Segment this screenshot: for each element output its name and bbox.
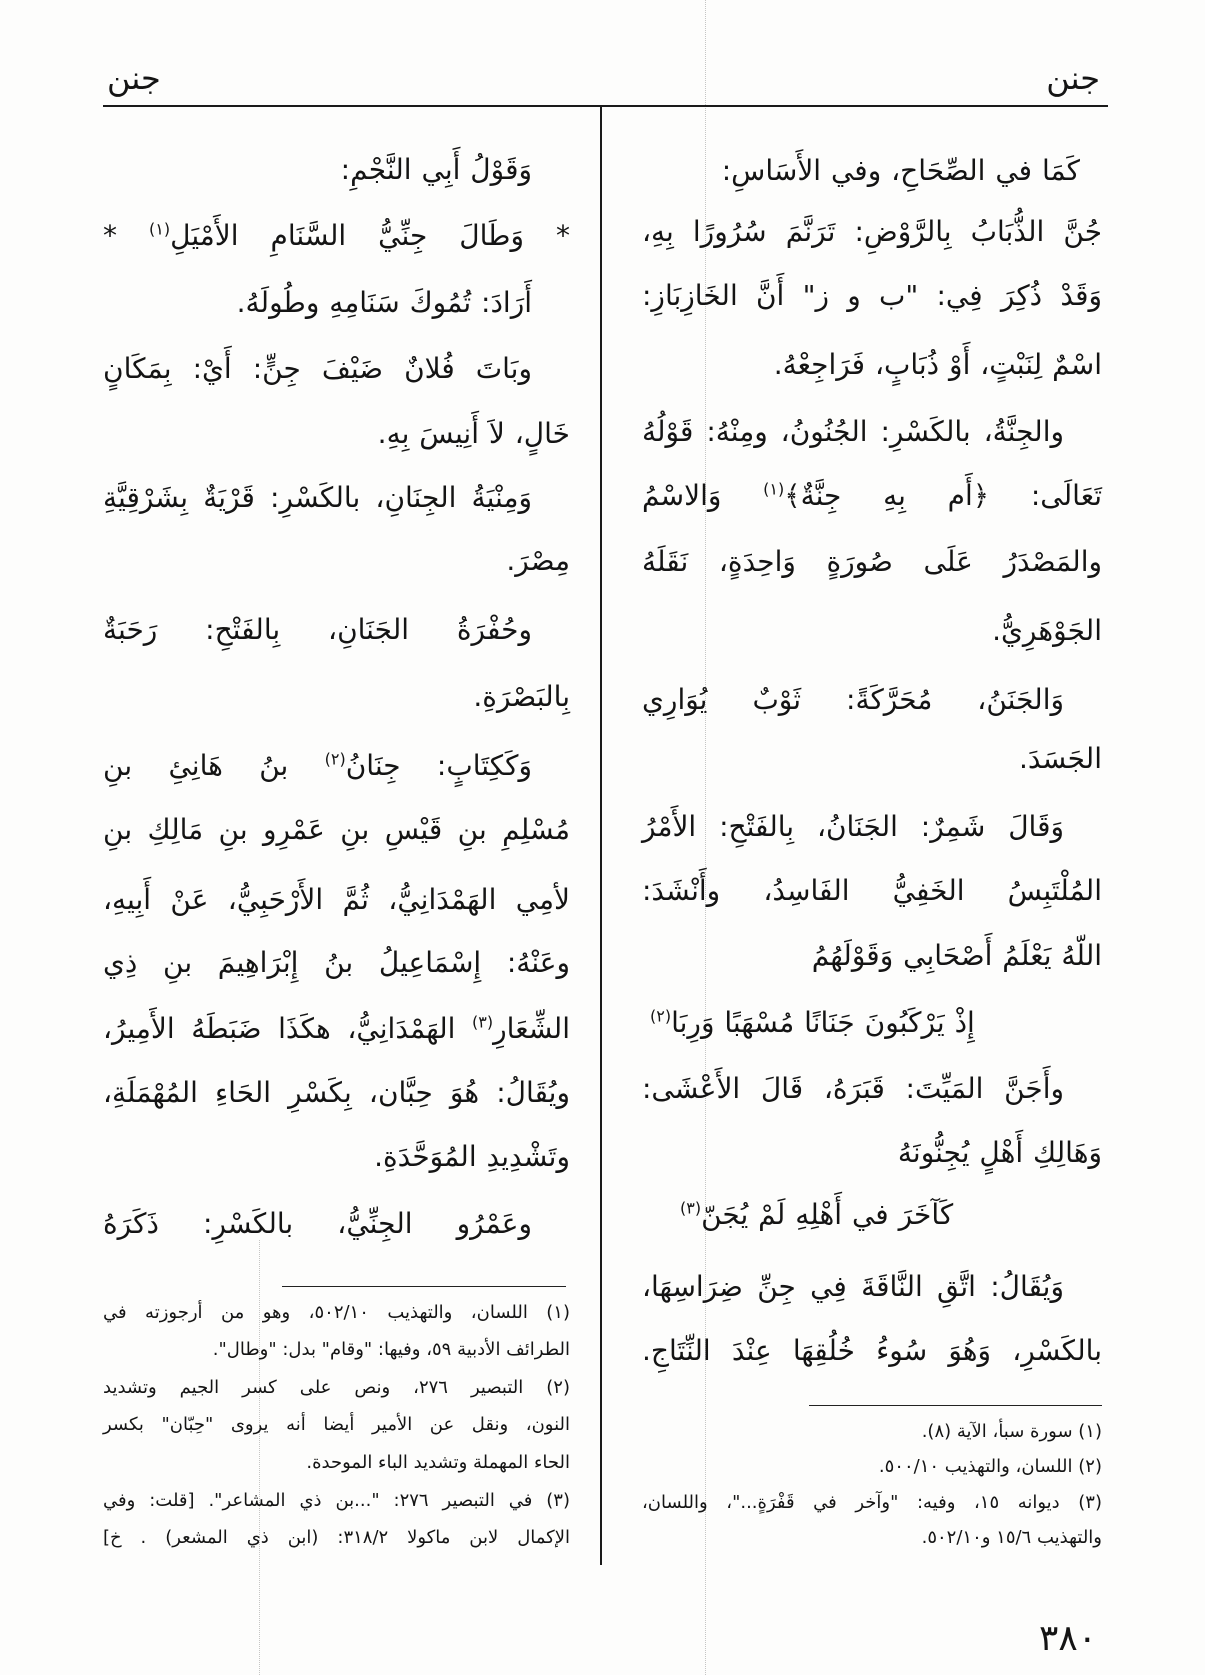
verse-line: [103, 206, 570, 266]
footnote-line: النون، ونقل عن الأمير أيضا أنه يروى "حِبّان" بكسر: [103, 1414, 570, 1435]
text-line: المُلْتَبِسُ الخَفِيُّ الفَاسِدُ، وأَنْشَدَ:: [642, 874, 1102, 907]
text-line: والمَصْدَرُ عَلَى صُورَةٍ وَاحِدَةٍ، نَقَلَهُ: [642, 545, 1102, 578]
text-line: وَالجَنَنُ، مُحَرَّكَةً: ثَوْبٌ يُوَارِي: [642, 683, 1064, 716]
text-line: [103, 736, 570, 796]
footnote-marker: (٣): [472, 1012, 494, 1032]
text-segment: الهَمْدَانِيُّ، هكَذَا ضَبَطَهُ الأَمِيرُ،: [103, 1012, 473, 1045]
text-line: والجِنَّةُ، بالكَسْرِ: الجُنُونُ، ومِنْهُ: قَوْلُهُ: [642, 415, 1064, 448]
text-line: وَمِنْيَةُ الجِنَانِ، بالكَسْرِ: قَرْيَةٌ بِشَرْقِيَّةِ: [103, 481, 532, 514]
text-line: وَيُقَالُ: اتَّقِ النَّاقَةَ فِي جِنِّ ضِرَاسِهَا،: [642, 1270, 1064, 1303]
text-line: وعَنْهُ: إِسْمَاعِيلُ بنُ إِبْرَاهِيمَ بنِ ذِي: [103, 946, 570, 979]
text-line: مِصْرَ.: [506, 544, 570, 577]
footnote-line: (٣) في التبصير ٢٧٦: "...بن ذي المشاعر". [قلت: وفي: [103, 1490, 570, 1511]
verse-line: [642, 993, 1102, 1053]
text-line: خَالٍ، لاَ أَنِيسَ بِهِ.: [377, 417, 570, 450]
text-segment: * وَطَالَ جِنِّيُّ السَّنَامِ الأَمْيَلِ: [170, 219, 570, 252]
footnote-marker: (٢): [324, 749, 346, 769]
text-segment: وَالاسْمُ: [642, 479, 764, 512]
running-head-left: جنن: [107, 59, 161, 97]
text-line: أَرَادَ: تُمُوكَ سَنَامِهِ وطُولَهُ.: [236, 286, 532, 319]
column-divider: [600, 107, 602, 1565]
footnote-marker: (٣): [680, 1198, 702, 1218]
text-segment: وَكَكِتَابٍ: جِنَانُ: [345, 749, 533, 782]
footnote-line: الطرائف الأدبية ٥٩، وفيها: "وقام" بدل: "وطال".: [212, 1339, 570, 1360]
text-line: وَقَدْ ذُكِرَ فِي: "ب و ز" أَنَّ الخَازِبَازِ:: [642, 279, 1102, 312]
text-segment: إِذْ يَرْكَبُونَ جَنَانًا مُسْهَبًا وَرِبَا: [671, 1006, 975, 1039]
footnote-line: (١) سورة سبأ، الآية (٨).: [921, 1421, 1102, 1442]
footnote-line: والتهذيب ١٥/٦ و٥٠٢/١٠.: [921, 1527, 1102, 1548]
footnote-line: (٣) ديوانه ١٥، وفيه: "وآخر في قَفْرَةٍ..."، واللسان،: [642, 1492, 1102, 1513]
text-segment: *: [103, 219, 150, 252]
text-line: [103, 999, 570, 1059]
footnote-marker: (١): [149, 219, 171, 239]
running-head-right: جنن: [1046, 59, 1100, 97]
text-line: وأَجَنَّ المَيِّتَ: قَبَرَهُ، قَالَ الأَعْشَى:: [642, 1072, 1064, 1105]
footnote-line: (١) اللسان، والتهذيب ٥٠٢/١٠، وهو من أرجوزته في: [103, 1302, 570, 1323]
text-segment: بنُ هَانِئِ بنِ: [103, 749, 325, 782]
text-segment: الشِّعَارِ: [493, 1012, 570, 1045]
footnote-line: الإكمال لابن ماكولا ٣١٨/٢: (ابن ذي المشعر) . خ]: [103, 1527, 570, 1548]
text-line: اسْمٌ لِنَبْتٍ، أَوْ ذُبَابٍ، فَرَاجِعْهُ.: [773, 348, 1102, 381]
footnote-rule: [809, 1405, 1102, 1406]
footnote-line: الحاء المهملة وتشديد الباء الموحدة.: [306, 1452, 570, 1473]
text-line: ويُقَالُ: هُوَ حِبَّان، بِكَسْرِ الحَاءِ المُهْمَلَةِ،: [103, 1076, 570, 1109]
text-line: [642, 466, 1102, 526]
text-line: وحُفْرَةُ الجَنَانِ، بِالفَتْحِ: رَحَبَةٌ: [103, 613, 532, 646]
footnote-line: (٢) التبصير ٢٧٦، ونص على كسر الجيم وتشديد: [103, 1377, 570, 1398]
text-line: بِالبَصْرَةِ.: [473, 680, 570, 713]
text-line: بالكَسْرِ، وَهُوَ سُوءُ خُلُقِهَا عِنْدَ النِّتَاجِ.: [642, 1334, 1102, 1367]
text-line: كَمَا في الصِّحَاحِ، وفي الأَسَاسِ:: [721, 154, 1080, 187]
text-segment: كَآخَرَ في أَهْلِهِ لَمْ يُجَنّ: [701, 1198, 954, 1231]
text-segment: تَعَالَى: ﴿أَم بِهِ جِنَّةٌ﴾: [784, 479, 1102, 512]
text-line: وَقَوْلُ أَبِي النَّجْمِ:: [340, 153, 532, 186]
text-line: جُنَّ الذُّبَابُ بِالرَّوْضِ: تَرَنَّمَ سُرُورًا بِهِ،: [642, 215, 1102, 248]
text-line: وتَشْدِيدِ المُوَحَّدَةِ.: [374, 1140, 570, 1173]
text-line: مُسْلِمِ بنِ قَيْسِ بنِ عَمْرِو بنِ مَالِكِ بنِ: [103, 813, 570, 846]
footnote-marker: (١): [763, 479, 785, 499]
page-number: ٣٨٠: [1038, 1618, 1097, 1659]
verse-line: اللّهُ يَعْلَمُ أَصْحَابِي وَقَوْلَهُمُ: [811, 939, 1102, 972]
footnote-rule: [282, 1286, 566, 1287]
footnote-line: (٢) اللسان، والتهذيب ٥٠٠/١٠.: [878, 1456, 1102, 1477]
text-line: الجَوْهَرِيُّ.: [992, 614, 1102, 647]
verse-line: وَهَالِكِ أَهْلٍ يُجِنُّونَهُ: [897, 1136, 1102, 1169]
text-line: وعَمْرُو الجِنِّيُّ، بالكَسْرِ: ذَكَرَهُ: [103, 1207, 532, 1240]
verse-line: [642, 1185, 1102, 1245]
text-line: وبَاتَ فُلانٌ ضَيْفَ جِنٍّ: أَيْ: بِمَكَانٍ: [103, 352, 532, 385]
footnote-marker: (٢): [650, 1006, 672, 1026]
text-line: وَقَالَ شَمِرٌ: الجَنَانُ، بِالفَتْحِ: الأَمْرُ: [642, 810, 1064, 843]
text-line: لأمِي الهَمْدَانِيُّ، ثُمَّ الأَرْحَبِيُّ، عَنْ أَبِيهِ،: [103, 883, 570, 916]
text-line: الجَسَدَ.: [1019, 742, 1102, 775]
header-rule: [103, 105, 1108, 107]
